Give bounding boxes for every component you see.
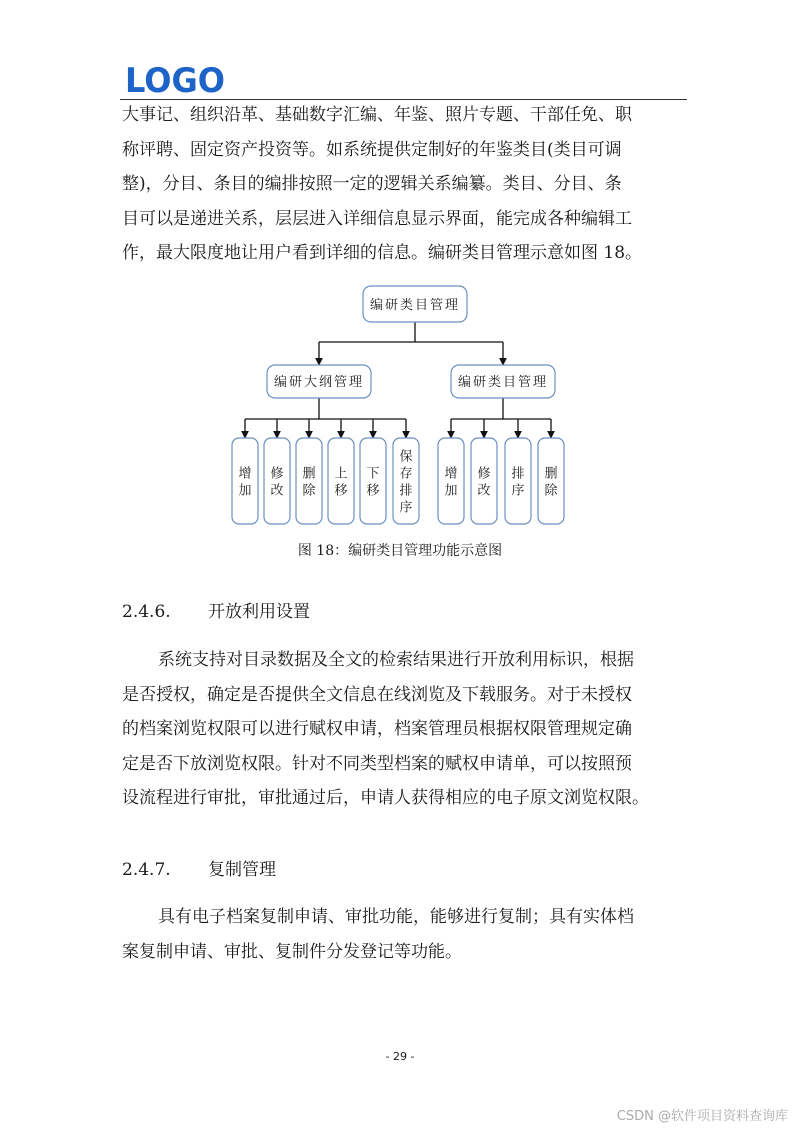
paragraph-line: 定是否下放浏览权限。针对不同类型档案的赋权申请单，可以按照预 — [122, 753, 632, 774]
diagram-leaf-right-1 — [471, 438, 497, 524]
category-management-diagram — [225, 283, 575, 533]
paragraph-line: 具有电子档案复制申请、审批功能，能够进行复制；具有实体档 — [158, 907, 634, 927]
diagram-right-branch-node — [451, 365, 555, 398]
intro-line: 大事记、组织沿革、基础数字汇编、年鉴、照片专题、干部任免、职 — [122, 105, 632, 125]
section-number: 2.4.7. — [122, 860, 171, 880]
copy-management-paragraph — [122, 900, 688, 969]
section-number: 2.4.6. — [122, 602, 171, 622]
diagram-leaf-left-1 — [264, 438, 290, 524]
diagram-leaf-right-3 — [538, 438, 564, 524]
paragraph-line: 案复制申请、审批、复制件分发登记等功能。 — [122, 941, 462, 962]
diagram-leaf-right-0 — [438, 438, 464, 524]
figure-caption: 图 18：编研类目管理功能示意图 — [297, 543, 503, 559]
diagram-leaf-left-3 — [328, 438, 354, 524]
section-heading-copy-management — [122, 855, 276, 880]
paragraph-line: 系统支持对目录数据及全文的检索结果进行开放利用标识，根据 — [158, 650, 634, 670]
intro-paragraph — [122, 98, 688, 271]
left-branch-label: 编研大纲管理 — [273, 375, 365, 390]
leaf-label: 上移 — [334, 466, 348, 499]
section-title: 开放利用设置 — [208, 602, 310, 622]
watermark: CSDN @软件项目资料查询库 — [616, 1109, 788, 1124]
diagram-root-node — [363, 286, 467, 322]
leaf-label: 下移 — [366, 466, 380, 499]
leaf-label: 删除 — [302, 466, 316, 499]
diagram-leaf-left-2 — [296, 438, 322, 524]
diagram-leaf-left-4 — [360, 438, 386, 524]
diagram-leaf-right-2 — [505, 438, 531, 524]
diagram-left-branch-node — [267, 365, 371, 398]
paragraph-line: 的档案浏览权限可以进行赋权申请，档案管理员根据权限管理规定确 — [122, 719, 632, 739]
open-use-paragraph — [122, 643, 688, 816]
leaf-label: 增加 — [444, 466, 458, 499]
intro-line: 目可以是递进关系，层层进入详细信息显示界面，能完成各种编辑工 — [122, 208, 632, 229]
diagram-leaf-layer — [232, 438, 564, 524]
intro-line: 整)，分目、条目的编排按照一定的逻辑关系编纂。类目、分目、条 — [122, 174, 622, 194]
logo — [125, 62, 225, 96]
intro-line: 作，最大限度地让用户看到详细的信息。编研类目管理示意如图 18。 — [122, 243, 643, 263]
paragraph-line: 是否授权，确定是否提供全文信息在线浏览及下载服务。对于未授权 — [122, 684, 632, 705]
leaf-label: 排序 — [511, 466, 525, 499]
leaf-label: 保存排序 — [399, 449, 413, 516]
right-branch-label: 编研类目管理 — [457, 375, 549, 390]
diagram-leaf-left-5 — [393, 438, 419, 524]
page-number: - 29 - — [385, 1050, 415, 1063]
paragraph-line: 设流程进行审批，审批通过后，申请人获得相应的电子原文浏览权限。 — [122, 788, 649, 808]
intro-line: 称评聘、固定资产投资等。如系统提供定制好的年鉴类目(类目可调 — [122, 139, 622, 160]
section-heading-open-use — [122, 597, 310, 622]
root-node-label: 编研类目管理 — [369, 298, 461, 313]
leaf-label: 删除 — [544, 466, 558, 499]
leaf-label: 增加 — [238, 466, 252, 499]
section-title: 复制管理 — [208, 860, 276, 880]
logo-text: LOGO — [125, 62, 225, 96]
leaf-label: 修改 — [477, 466, 491, 499]
leaf-label: 修改 — [270, 466, 284, 499]
diagram-leaf-left-0 — [232, 438, 258, 524]
